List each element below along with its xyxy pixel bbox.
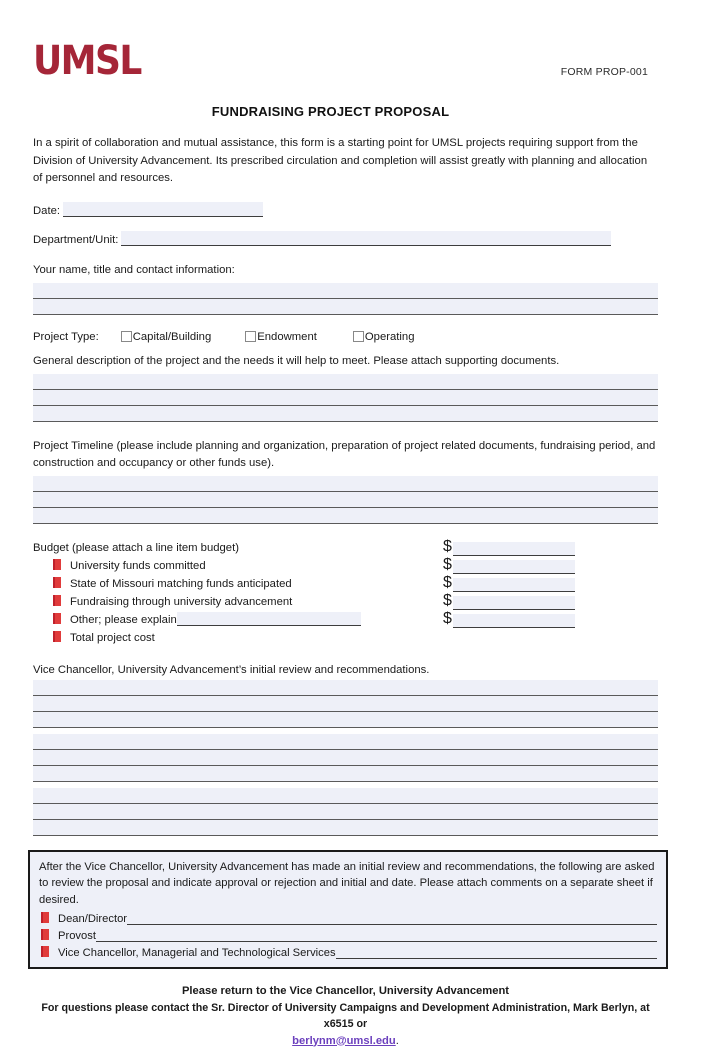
ruled-line[interactable] — [33, 820, 658, 836]
red-square-bullet-icon — [53, 613, 61, 624]
department-input[interactable] — [121, 231, 611, 246]
footer-email-line — [33, 1033, 658, 1049]
budget-amount-input[interactable] — [453, 596, 575, 610]
description-input-area[interactable] — [33, 374, 658, 422]
department-label: Department/Unit: — [33, 234, 118, 246]
department-field-row — [33, 231, 658, 246]
budget-row — [33, 626, 658, 644]
page-title: FUNDRAISING PROJECT PROPOSAL — [33, 104, 658, 119]
budget-heading: Budget (please attach a line item budget) — [33, 542, 658, 554]
description-label: General description of the project and the needs it will help to meet. Please attach supporting documents. — [33, 353, 658, 370]
approval-signer-label: Dean/Director — [58, 913, 127, 925]
footer-contact-line: For questions please contact the Sr. Director of University Campaigns and Development Administration, Mark Berlyn, at x6515 or — [33, 1000, 658, 1033]
ruled-line[interactable] — [33, 390, 658, 406]
approval-intro-text: After the Vice Chancellor, University Advancement has made an initial review and recommendations, the following are asked to review the proposal and indicate approval or rejection and initial and date. Please attach comments on a separate sheet if desired. — [39, 859, 657, 909]
form-code-label: FORM PROP-001 — [561, 66, 648, 78]
budget-amount-input[interactable] — [453, 614, 575, 628]
footer-email-period: . — [396, 1035, 399, 1047]
currency-symbol: $ — [443, 538, 452, 556]
contact-label: Your name, title and contact information: — [33, 262, 658, 279]
red-square-bullet-icon — [41, 946, 49, 957]
project-type-option-label: Capital/Building — [133, 331, 212, 343]
ruled-line[interactable] — [33, 680, 658, 696]
approval-signer-label: Provost — [58, 930, 96, 942]
ruled-line[interactable] — [33, 406, 658, 422]
date-input[interactable] — [63, 202, 263, 217]
ruled-line[interactable] — [33, 766, 658, 782]
ruled-line[interactable] — [33, 283, 658, 299]
budget-amount-field[interactable] — [443, 556, 575, 574]
budget-amount-field[interactable] — [443, 610, 575, 628]
checkbox-icon[interactable] — [353, 331, 364, 342]
project-type-label: Project Type: — [33, 331, 99, 343]
ruled-line[interactable] — [33, 804, 658, 820]
ruled-line[interactable] — [33, 492, 658, 508]
approval-signer-row — [39, 928, 657, 942]
red-square-bullet-icon — [41, 912, 49, 923]
project-type-row — [33, 331, 658, 343]
ruled-line[interactable] — [33, 788, 658, 804]
red-square-bullet-icon — [53, 631, 61, 642]
budget-amount-input[interactable] — [453, 542, 575, 556]
ruled-line[interactable] — [33, 508, 658, 524]
ruled-line[interactable] — [33, 476, 658, 492]
checkbox-icon[interactable] — [121, 331, 132, 342]
red-square-bullet-icon — [53, 595, 61, 606]
red-square-bullet-icon — [53, 577, 61, 588]
budget-item-label: Total project cost — [70, 632, 155, 644]
project-type-option-label: Endowment — [257, 331, 317, 343]
review-input-area[interactable] — [33, 680, 658, 836]
ruled-line[interactable] — [33, 712, 658, 728]
budget-other-explain-input[interactable] — [177, 612, 361, 626]
ruled-line[interactable] — [33, 696, 658, 712]
document-content — [33, 0, 658, 1049]
currency-symbol: $ — [443, 556, 452, 574]
footer-return-line: Please return to the Vice Chancellor, University Advancement — [33, 983, 658, 1000]
budget-amount-field[interactable] — [443, 538, 575, 556]
timeline-input-area[interactable] — [33, 476, 658, 524]
currency-symbol: $ — [443, 574, 452, 592]
budget-amount-input[interactable] — [453, 560, 575, 574]
red-square-bullet-icon — [53, 559, 61, 570]
project-type-option-label: Operating — [365, 331, 415, 343]
currency-symbol: $ — [443, 592, 452, 610]
timeline-label: Project Timeline (please include planning and organization, preparation of project related documents, fundraising period, and construction and occupancy or other funds use). — [33, 438, 658, 472]
date-label: Date: — [33, 205, 60, 217]
approval-signer-input[interactable] — [336, 945, 657, 959]
budget-item-label: State of Missouri matching funds anticipated — [70, 578, 292, 590]
currency-symbol: $ — [443, 610, 452, 628]
ruled-line[interactable] — [33, 299, 658, 315]
red-square-bullet-icon — [41, 929, 49, 940]
document-header — [33, 40, 658, 92]
ruled-line[interactable] — [33, 374, 658, 390]
checkbox-icon[interactable] — [245, 331, 256, 342]
budget-item-label: Fundraising through university advancement — [70, 596, 292, 608]
date-field-row — [33, 202, 658, 217]
approval-signer-label: Vice Chancellor, Managerial and Technological Services — [58, 947, 336, 959]
review-label: Vice Chancellor, University Advancement’s initial review and recommendations. — [33, 664, 658, 676]
approval-signer-row — [39, 945, 657, 959]
ruled-line[interactable] — [33, 734, 658, 750]
budget-amount-field[interactable] — [443, 592, 575, 610]
budget-amount-input[interactable] — [453, 578, 575, 592]
budget-amount-field[interactable] — [443, 574, 575, 592]
budget-item-label: Other; please explain — [70, 614, 177, 626]
document-footer — [33, 983, 658, 1049]
approval-signer-input[interactable] — [96, 928, 657, 942]
project-type-option-capital[interactable] — [121, 331, 212, 343]
approval-signer-input[interactable] — [127, 911, 657, 925]
ruled-line[interactable] — [33, 750, 658, 766]
project-type-option-endowment[interactable] — [245, 331, 317, 343]
budget-item-label: University funds committed — [70, 560, 206, 572]
intro-paragraph: In a spirit of collaboration and mutual assistance, this form is a starting point for UMSL projects requiring support from the Division of University Advancement. Its prescribed circulation and completion will assist greatly with planning and allocation of personnel and resources. — [33, 135, 655, 188]
approval-signer-row — [39, 911, 657, 925]
approval-box — [28, 850, 668, 970]
email-link[interactable]: berlynm@umsl.edu — [292, 1035, 396, 1047]
contact-input-area[interactable] — [33, 283, 658, 315]
project-type-option-operating[interactable] — [353, 331, 415, 343]
umsl-logo: UMSL — [33, 40, 141, 82]
